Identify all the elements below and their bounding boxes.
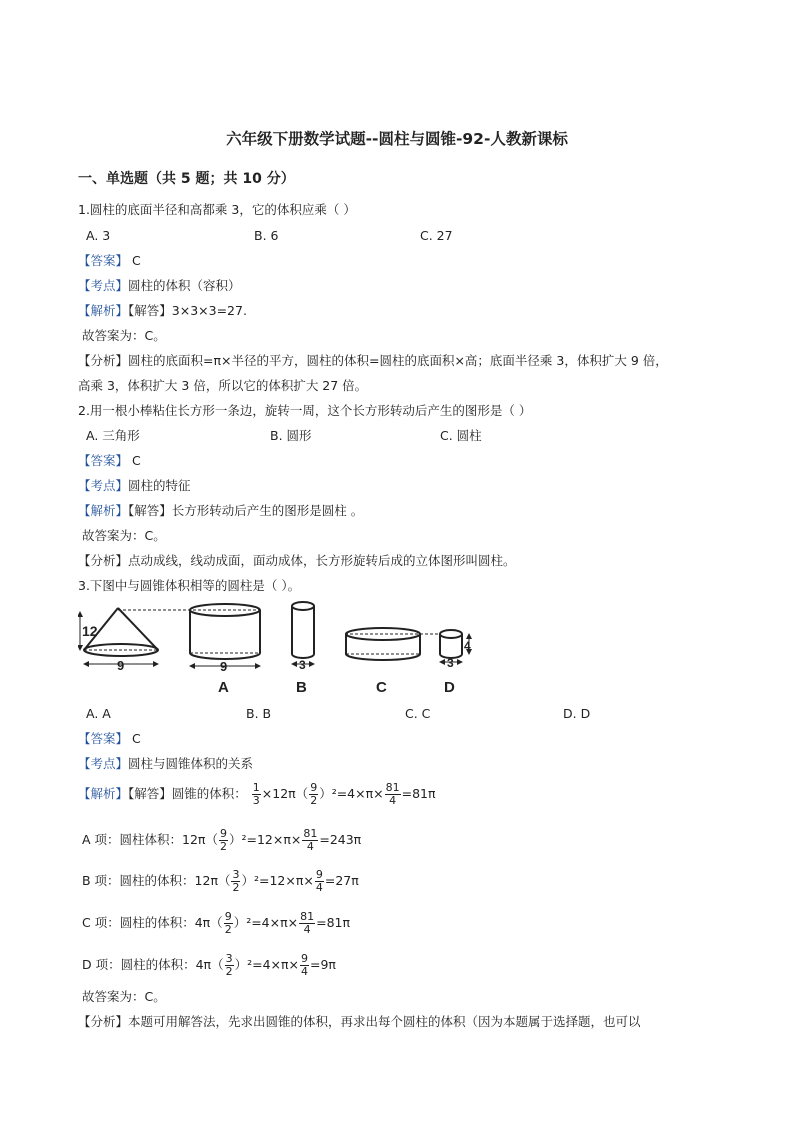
q2-option-b[interactable]: B. 圆形	[270, 428, 312, 443]
q2-point-value: 圆柱的特征	[128, 478, 191, 493]
q1-fenxi-line2: 高乘 3，体积扩大 3 倍，所以它的体积扩大 27 倍。	[78, 378, 368, 393]
q2-answer	[78, 453, 141, 469]
q2-answer-value: C	[128, 453, 141, 468]
analysis-tag: 【解析】	[78, 503, 129, 518]
cone-height-label: 12	[82, 623, 98, 639]
q3-option-d[interactable]: D. D	[563, 706, 591, 721]
q3-fenxi	[78, 1014, 641, 1030]
q3-figure	[78, 598, 478, 700]
q2-stem: 2.用一根小棒粘住长方形一条边，旋转一周，这个长方形转动后产生的图形是（ ）	[78, 403, 532, 418]
q2-point	[78, 478, 191, 494]
q1-conclusion: 故答案为：C。	[82, 328, 166, 343]
cone-expr-b: ）²=4×π×	[319, 786, 384, 801]
c-prefix: C 项：圆柱的体积：4π（	[82, 915, 223, 930]
q1-point-value: 圆柱的体积（容积）	[128, 278, 241, 293]
analysis-tag: 【解析】	[78, 786, 129, 801]
fenxi-tag: 【分析】	[78, 353, 129, 368]
cylinder-a-shape	[190, 604, 260, 666]
q2-solve-value: 长方形转动后产生的图形是圆柱 。	[171, 503, 364, 518]
q1-fenxi-line1: 圆柱的底面积=π×半径的平方，圆柱的体积=圆柱的底面积×高；底面半径乘 3，体积扩大 9 倍，	[128, 353, 668, 368]
cone-expr-c: =81π	[401, 786, 436, 801]
cylinder-b-shape	[292, 602, 314, 664]
solve-tag: 【解答】	[128, 503, 172, 518]
analysis-tag: 【解析】	[78, 303, 129, 318]
answer-tag: 【答案】	[78, 253, 129, 268]
q1-option-c[interactable]: C. 27	[420, 228, 453, 243]
cylinder-c-shape	[346, 628, 420, 660]
cylinder-d-label: D	[444, 679, 455, 696]
cone-diameter-label: 9	[117, 658, 125, 673]
b-mid: ）²=12×π×	[241, 873, 314, 888]
fenxi-tag: 【分析】	[78, 1014, 129, 1029]
q3-point	[78, 756, 253, 772]
q2-option-c[interactable]: C. 圆柱	[440, 428, 482, 443]
fraction-nine-half: $\frac{9}{2}$	[224, 910, 232, 936]
q1-answer	[78, 253, 141, 269]
solve-tag: 【解答】	[128, 303, 172, 318]
section-heading: 一、单选题（共 5 题；共 10 分）	[78, 171, 295, 187]
cone-expr-a: ×12π（	[261, 786, 309, 801]
q3-conclusion: 故答案为：C。	[82, 989, 166, 1004]
q2-conclusion: 故答案为：C。	[82, 528, 166, 543]
q1-analysis	[78, 303, 247, 319]
q1-option-b[interactable]: B. 6	[254, 228, 279, 243]
answer-tag: 【答案】	[78, 731, 129, 746]
d-mid: ）²=4×π×	[234, 957, 299, 972]
fraction-nine-quarter: $\frac{9}{4}$	[301, 952, 308, 978]
point-tag: 【考点】	[78, 478, 129, 493]
fraction-nine-quarter: $\frac{9}{4}$	[315, 868, 323, 894]
q1-option-a[interactable]: A. 3	[86, 228, 111, 243]
q3-fenxi-value: 本题可用解答法，先求出圆锥的体积，再求出每个圆柱的体积（因为本题属于选择题，也可以	[128, 1014, 641, 1029]
cone-volume-label: 圆锥的体积：	[171, 786, 247, 801]
q3-answer-value: C	[128, 731, 141, 746]
q1-stem: 1.圆柱的底面半径和高都乘 3，它的体积应乘（ ）	[78, 202, 356, 217]
cylinder-b-diameter-label: 3	[299, 658, 306, 672]
point-tag: 【考点】	[78, 756, 129, 771]
solve-tag: 【解答】	[128, 786, 172, 801]
b-end: =27π	[324, 873, 359, 888]
fraction-three-half: $\frac{3}{2}$	[225, 952, 233, 978]
q3-option-a[interactable]: A. A	[86, 706, 111, 721]
q3-option-a-calc	[82, 828, 361, 853]
answer-tag: 【答案】	[78, 453, 129, 468]
q1-solve-value: 3×3×3=27.	[171, 303, 247, 318]
page-title: 六年级下册数学试题--圆柱与圆锥-92-人教新课标	[226, 130, 568, 148]
a-mid: ）²=12×π×	[228, 832, 302, 847]
q1-fenxi	[78, 353, 668, 369]
point-tag: 【考点】	[78, 278, 129, 293]
fraction-81-quarter: $\frac{81}{4}$	[385, 781, 400, 807]
fraction-nine-half: $\frac{9}{2}$	[310, 781, 318, 807]
b-prefix: B 项：圆柱的体积：12π（	[82, 873, 231, 888]
q2-fenxi	[78, 553, 516, 569]
a-end: =243π	[319, 832, 362, 847]
cylinder-b-label: B	[296, 679, 307, 696]
cylinder-d-diameter-label: 3	[447, 656, 454, 670]
q2-fenxi-value: 点动成线，线动成面，面动成体，长方形旋转后成的立体图形叫圆柱。	[128, 553, 516, 568]
q2-analysis	[78, 503, 363, 519]
fraction-81-quarter: $\frac{81}{4}$	[300, 910, 315, 936]
c-mid: ）²=4×π×	[233, 915, 299, 930]
cylinder-a-label: A	[218, 679, 229, 696]
cylinder-c-label: C	[376, 679, 387, 696]
q3-option-d-calc	[82, 953, 336, 978]
q1-answer-value: C	[128, 253, 141, 268]
fraction-81-quarter: $\frac{81}{4}$	[303, 827, 318, 853]
d-prefix: D 项：圆柱的体积：4π（	[82, 957, 224, 972]
fenxi-tag: 【分析】	[78, 553, 129, 568]
q3-point-value: 圆柱与圆锥体积的关系	[128, 756, 254, 771]
q3-option-c-calc	[82, 911, 350, 936]
d-end: =9π	[310, 957, 336, 972]
a-prefix: A 项：圆柱体积：12π（	[82, 832, 218, 847]
q3-cone-volume	[78, 782, 436, 807]
q1-point	[78, 278, 241, 294]
fraction-nine-half: $\frac{9}{2}$	[219, 827, 227, 853]
c-end: =81π	[316, 915, 351, 930]
cylinder-d-height-label: 4	[464, 639, 471, 653]
fraction-three-half: $\frac{3}{2}$	[232, 868, 240, 894]
q3-stem: 3.下图中与圆锥体积相等的圆柱是（ ）。	[78, 578, 301, 593]
cylinder-a-diameter-label: 9	[220, 659, 228, 674]
cone-cylinder-figure	[78, 598, 478, 696]
q3-option-c[interactable]: C. C	[405, 706, 431, 721]
q3-answer	[78, 731, 141, 747]
q2-option-a[interactable]: A. 三角形	[86, 428, 140, 443]
q3-option-b[interactable]: B. B	[246, 706, 272, 721]
q3-option-b-calc	[82, 869, 359, 894]
fraction-one-third: $\frac{1}{3}$	[252, 781, 260, 807]
